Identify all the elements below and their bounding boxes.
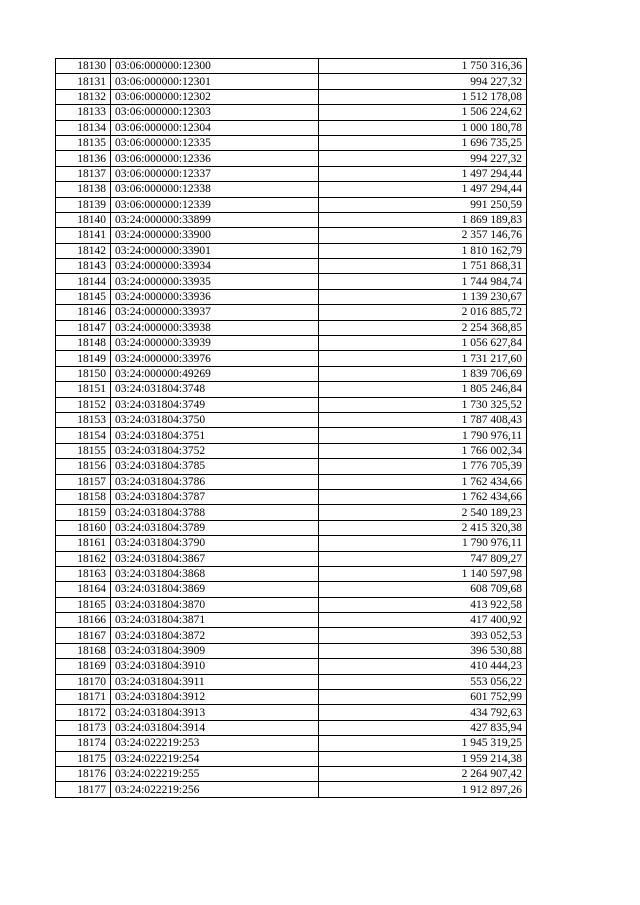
- cadastral-number-cell: 03:24:022219:255: [111, 766, 319, 781]
- cadastral-value-cell: 1 056 627,84: [319, 336, 527, 351]
- cadastral-number-cell: 03:24:000000:49269: [111, 366, 319, 381]
- table-row: [56, 336, 527, 351]
- row-number-cell: 18161: [56, 536, 111, 551]
- table-row: [56, 351, 527, 366]
- cadastral-number-cell: 03:24:031804:3785: [111, 459, 319, 474]
- table-row: [56, 120, 527, 135]
- table-row: [56, 690, 527, 705]
- cadastral-value-cell: 1 751 868,31: [319, 259, 527, 274]
- cadastral-number-cell: 03:24:031804:3911: [111, 674, 319, 689]
- row-number-cell: 18165: [56, 597, 111, 612]
- cadastral-value-cell: 427 835,94: [319, 720, 527, 735]
- cadastral-number-cell: 03:24:031804:3909: [111, 643, 319, 658]
- cadastral-value-cell: 413 922,58: [319, 597, 527, 612]
- row-number-cell: 18150: [56, 366, 111, 381]
- row-number-cell: 18152: [56, 397, 111, 412]
- cadastral-value-cell: 1 869 189,83: [319, 212, 527, 227]
- table-row: [56, 643, 527, 658]
- row-number-cell: 18176: [56, 766, 111, 781]
- cadastral-number-cell: 03:24:031804:3787: [111, 489, 319, 504]
- cadastral-value-cell: 994 227,32: [319, 151, 527, 166]
- cadastral-value-cell: 393 052,53: [319, 628, 527, 643]
- cadastral-number-cell: 03:06:000000:12303: [111, 105, 319, 120]
- table-row: [56, 274, 527, 289]
- cadastral-number-cell: 03:24:031804:3870: [111, 597, 319, 612]
- table-row: [56, 428, 527, 443]
- row-number-cell: 18143: [56, 259, 111, 274]
- cadastral-value-cell: 2 016 885,72: [319, 305, 527, 320]
- row-number-cell: 18158: [56, 489, 111, 504]
- cadastral-number-cell: 03:24:031804:3868: [111, 566, 319, 581]
- table-row: [56, 597, 527, 612]
- cadastral-number-cell: 03:24:031804:3872: [111, 628, 319, 643]
- cadastral-number-cell: 03:24:031804:3750: [111, 412, 319, 427]
- row-number-cell: 18169: [56, 659, 111, 674]
- cadastral-number-cell: 03:24:022219:253: [111, 736, 319, 751]
- row-number-cell: 18140: [56, 212, 111, 227]
- table-row: [56, 166, 527, 181]
- row-number-cell: 18177: [56, 782, 111, 797]
- cadastral-number-cell: 03:24:031804:3748: [111, 382, 319, 397]
- cadastral-number-cell: 03:06:000000:12300: [111, 59, 319, 74]
- cadastral-value-cell: 553 056,22: [319, 674, 527, 689]
- table-row: [56, 705, 527, 720]
- table-row: [56, 89, 527, 104]
- table-row: [56, 566, 527, 581]
- cadastral-number-cell: 03:24:031804:3789: [111, 520, 319, 535]
- cadastral-value-cell: 1 497 294,44: [319, 166, 527, 181]
- row-number-cell: 18136: [56, 151, 111, 166]
- table-row: [56, 105, 527, 120]
- table-row: [56, 74, 527, 89]
- table-row: [56, 289, 527, 304]
- cadastral-number-cell: 03:24:031804:3869: [111, 582, 319, 597]
- cadastral-value-cell: 1 805 246,84: [319, 382, 527, 397]
- cadastral-value-cell: 1 731 217,60: [319, 351, 527, 366]
- row-number-cell: 18130: [56, 59, 111, 74]
- row-number-cell: 18151: [56, 382, 111, 397]
- table-row: [56, 751, 527, 766]
- cadastral-value-cell: 1 000 180,78: [319, 120, 527, 135]
- cadastral-number-cell: 03:24:000000:33976: [111, 351, 319, 366]
- table-row: [56, 182, 527, 197]
- cadastral-value-cell: 1 790 976,11: [319, 428, 527, 443]
- cadastral-number-cell: 03:24:031804:3910: [111, 659, 319, 674]
- cadastral-value-cell: 2 540 189,23: [319, 505, 527, 520]
- cadastral-value-cell: 1 766 002,34: [319, 443, 527, 458]
- cadastral-value-cell: 417 400,92: [319, 613, 527, 628]
- cadastral-value-cell: 994 227,32: [319, 74, 527, 89]
- cadastral-number-cell: 03:24:031804:3788: [111, 505, 319, 520]
- row-number-cell: 18134: [56, 120, 111, 135]
- cadastral-number-cell: 03:24:000000:33939: [111, 336, 319, 351]
- table-row: [56, 474, 527, 489]
- cadastral-number-cell: 03:06:000000:12301: [111, 74, 319, 89]
- cadastral-number-cell: 03:06:000000:12338: [111, 182, 319, 197]
- cadastral-value-cell: 1 696 735,25: [319, 135, 527, 150]
- cadastral-value-cell: 601 752,99: [319, 690, 527, 705]
- row-number-cell: 18171: [56, 690, 111, 705]
- cadastral-number-cell: 03:06:000000:12339: [111, 197, 319, 212]
- cadastral-number-cell: 03:24:031804:3914: [111, 720, 319, 735]
- cadastral-value-cell: 1 787 408,43: [319, 412, 527, 427]
- cadastral-number-cell: 03:24:000000:33937: [111, 305, 319, 320]
- row-number-cell: 18167: [56, 628, 111, 643]
- cadastral-value-cell: 1 512 178,08: [319, 89, 527, 104]
- cadastral-number-cell: 03:24:031804:3871: [111, 613, 319, 628]
- row-number-cell: 18131: [56, 74, 111, 89]
- cadastral-value-cell: 1 945 319,25: [319, 736, 527, 751]
- row-number-cell: 18173: [56, 720, 111, 735]
- table-row: [56, 320, 527, 335]
- row-number-cell: 18160: [56, 520, 111, 535]
- row-number-cell: 18147: [56, 320, 111, 335]
- table-row: [56, 243, 527, 258]
- cadastral-value-cell: 2 415 320,38: [319, 520, 527, 535]
- cadastral-value-cell: 1 912 897,26: [319, 782, 527, 797]
- table-row: [56, 459, 527, 474]
- table-row: [56, 366, 527, 381]
- cadastral-number-cell: 03:24:031804:3867: [111, 551, 319, 566]
- table-row: [56, 412, 527, 427]
- cadastral-value-cell: 1 750 316,36: [319, 59, 527, 74]
- table-row: [56, 551, 527, 566]
- table-row: [56, 766, 527, 781]
- table-row: [56, 628, 527, 643]
- row-number-cell: 18174: [56, 736, 111, 751]
- cadastral-number-cell: 03:06:000000:12304: [111, 120, 319, 135]
- table-row: [56, 305, 527, 320]
- cadastral-value-cell: 1 790 976,11: [319, 536, 527, 551]
- cadastral-value-table: [55, 58, 527, 798]
- row-number-cell: 18138: [56, 182, 111, 197]
- cadastral-number-cell: 03:24:000000:33938: [111, 320, 319, 335]
- cadastral-value-cell: 2 357 146,76: [319, 228, 527, 243]
- cadastral-number-cell: 03:06:000000:12335: [111, 135, 319, 150]
- cadastral-value-cell: 434 792,63: [319, 705, 527, 720]
- cadastral-number-cell: 03:24:031804:3749: [111, 397, 319, 412]
- table-row: [56, 212, 527, 227]
- table-row: [56, 736, 527, 751]
- cadastral-value-cell: 396 530,88: [319, 643, 527, 658]
- cadastral-number-cell: 03:24:000000:33900: [111, 228, 319, 243]
- row-number-cell: 18141: [56, 228, 111, 243]
- cadastral-value-cell: 1 506 224,62: [319, 105, 527, 120]
- row-number-cell: 18144: [56, 274, 111, 289]
- table-row: [56, 782, 527, 797]
- row-number-cell: 18145: [56, 289, 111, 304]
- row-number-cell: 18172: [56, 705, 111, 720]
- table-row: [56, 536, 527, 551]
- cadastral-value-cell: 1 762 434,66: [319, 489, 527, 504]
- row-number-cell: 18155: [56, 443, 111, 458]
- row-number-cell: 18162: [56, 551, 111, 566]
- cadastral-number-cell: 03:24:000000:33935: [111, 274, 319, 289]
- row-number-cell: 18139: [56, 197, 111, 212]
- table-body: [56, 59, 527, 798]
- cadastral-number-cell: 03:24:031804:3913: [111, 705, 319, 720]
- row-number-cell: 18166: [56, 613, 111, 628]
- row-number-cell: 18175: [56, 751, 111, 766]
- row-number-cell: 18142: [56, 243, 111, 258]
- table-row: [56, 151, 527, 166]
- table-row: [56, 382, 527, 397]
- table-row: [56, 135, 527, 150]
- table-row: [56, 720, 527, 735]
- row-number-cell: 18164: [56, 582, 111, 597]
- cadastral-number-cell: 03:24:031804:3786: [111, 474, 319, 489]
- row-number-cell: 18148: [56, 336, 111, 351]
- cadastral-value-cell: 2 264 907,42: [319, 766, 527, 781]
- cadastral-number-cell: 03:24:000000:33899: [111, 212, 319, 227]
- cadastral-number-cell: 03:24:022219:256: [111, 782, 319, 797]
- row-number-cell: 18168: [56, 643, 111, 658]
- table-row: [56, 228, 527, 243]
- row-number-cell: 18154: [56, 428, 111, 443]
- cadastral-number-cell: 03:24:031804:3790: [111, 536, 319, 551]
- table-row: [56, 443, 527, 458]
- row-number-cell: 18156: [56, 459, 111, 474]
- cadastral-value-cell: 1 744 984,74: [319, 274, 527, 289]
- cadastral-value-cell: 1 959 214,38: [319, 751, 527, 766]
- cadastral-value-cell: 991 250,59: [319, 197, 527, 212]
- table-row: [56, 397, 527, 412]
- table-row: [56, 520, 527, 535]
- row-number-cell: 18132: [56, 89, 111, 104]
- table-row: [56, 59, 527, 74]
- row-number-cell: 18149: [56, 351, 111, 366]
- row-number-cell: 18146: [56, 305, 111, 320]
- table-row: [56, 582, 527, 597]
- cadastral-number-cell: 03:06:000000:12337: [111, 166, 319, 181]
- table-row: [56, 259, 527, 274]
- table-row: [56, 674, 527, 689]
- row-number-cell: 18170: [56, 674, 111, 689]
- cadastral-number-cell: 03:06:000000:12302: [111, 89, 319, 104]
- cadastral-number-cell: 03:06:000000:12336: [111, 151, 319, 166]
- table-row: [56, 197, 527, 212]
- table-row: [56, 489, 527, 504]
- cadastral-number-cell: 03:24:031804:3751: [111, 428, 319, 443]
- cadastral-value-cell: 1 776 705,39: [319, 459, 527, 474]
- cadastral-value-cell: 1 762 434,66: [319, 474, 527, 489]
- row-number-cell: 18163: [56, 566, 111, 581]
- cadastral-value-cell: 1 839 706,69: [319, 366, 527, 381]
- table-row: [56, 659, 527, 674]
- cadastral-value-cell: 410 444,23: [319, 659, 527, 674]
- cadastral-value-cell: 1 810 162,79: [319, 243, 527, 258]
- cadastral-value-cell: 747 809,27: [319, 551, 527, 566]
- cadastral-value-cell: 1 497 294,44: [319, 182, 527, 197]
- cadastral-number-cell: 03:24:031804:3912: [111, 690, 319, 705]
- cadastral-value-cell: 608 709,68: [319, 582, 527, 597]
- table-row: [56, 613, 527, 628]
- cadastral-value-cell: 2 254 368,85: [319, 320, 527, 335]
- table-row: [56, 505, 527, 520]
- cadastral-number-cell: 03:24:000000:33936: [111, 289, 319, 304]
- cadastral-number-cell: 03:24:022219:254: [111, 751, 319, 766]
- row-number-cell: 18137: [56, 166, 111, 181]
- cadastral-number-cell: 03:24:000000:33934: [111, 259, 319, 274]
- cadastral-value-cell: 1 140 597,98: [319, 566, 527, 581]
- row-number-cell: 18157: [56, 474, 111, 489]
- row-number-cell: 18159: [56, 505, 111, 520]
- cadastral-number-cell: 03:24:000000:33901: [111, 243, 319, 258]
- row-number-cell: 18135: [56, 135, 111, 150]
- row-number-cell: 18133: [56, 105, 111, 120]
- row-number-cell: 18153: [56, 412, 111, 427]
- cadastral-number-cell: 03:24:031804:3752: [111, 443, 319, 458]
- cadastral-value-cell: 1 730 325,52: [319, 397, 527, 412]
- cadastral-value-cell: 1 139 230,67: [319, 289, 527, 304]
